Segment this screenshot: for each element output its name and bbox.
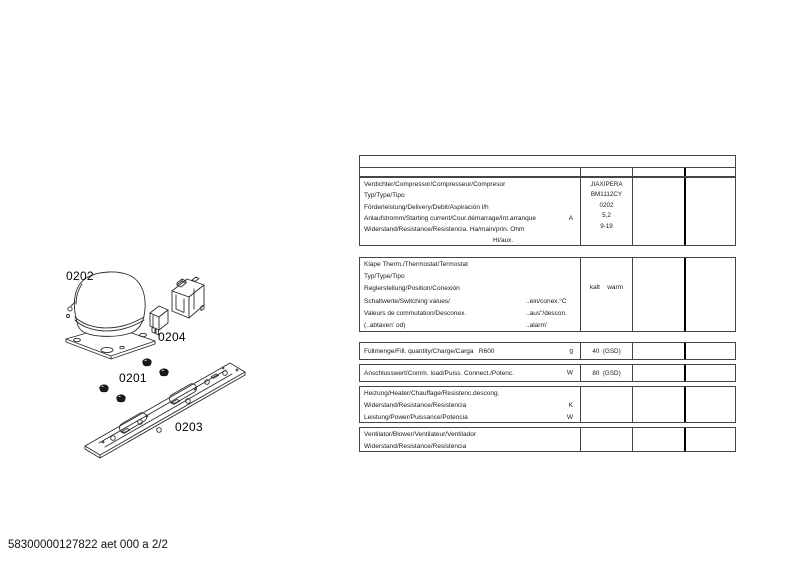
column-divider-bold: [684, 343, 686, 359]
value-cell: 9-19: [600, 222, 613, 230]
column-divider-bold: [684, 168, 686, 176]
table-header-spacer-row: [359, 167, 736, 177]
unit-label: A: [568, 214, 573, 222]
row-label: [360, 320, 580, 332]
column-divider-bold: [684, 387, 686, 422]
part-number-0203: 0203: [175, 420, 203, 434]
mounting-rail-illustration: [85, 363, 245, 458]
column-divider: [632, 365, 633, 381]
column-divider: [580, 258, 581, 331]
row-label: Widerstand/Resistance/Resistencia. Ha/main/prin. Ohm: [364, 226, 525, 234]
filling-quantity-block: [359, 342, 736, 360]
column-divider: [632, 178, 633, 245]
row-label: Heizung/Heater/Chauffage/Resistenc.descong.: [364, 390, 500, 397]
thermostat-value: kalt warm: [589, 284, 624, 291]
row-label: [360, 213, 580, 224]
row-label: Förderleistung/Delivery/Debit/Aspiración l/h: [364, 203, 489, 211]
row-label: [360, 412, 580, 424]
row-label: [360, 365, 580, 381]
row-label: [360, 343, 580, 359]
part-number-0202: 0202: [66, 269, 94, 283]
value-cell: 80 (GSD): [592, 369, 621, 377]
row-label-text: Widerstand/Resistance/Resistencia: [364, 402, 467, 409]
value-cell: JIAXIPERA: [590, 181, 623, 188]
row-label-text: Anschlusswert/Comm. load/Puiss. Connect./Potenc.: [364, 369, 514, 377]
value-cell: 40 (GSD): [592, 347, 621, 355]
unit-label: g: [569, 347, 573, 355]
grommet-icon: [117, 395, 126, 402]
row-label-text: Schaltwerte/Switching values/: [364, 297, 450, 305]
column-divider: [580, 387, 581, 422]
column-divider-bold: [684, 428, 686, 451]
grommet-icon: [100, 385, 109, 392]
row-label: Ventilator/Blower/Ventilateur/Ventilador: [364, 431, 477, 438]
unit-label: K: [568, 402, 573, 409]
thermostat-data-block: [359, 257, 736, 332]
part-number-0201: 0201: [119, 371, 147, 385]
column-divider-bold: [684, 258, 686, 331]
grommet-icon: [143, 359, 152, 366]
value-cell: 5,2: [602, 212, 611, 220]
compressor-values: [581, 180, 632, 232]
compressor-description: [360, 178, 580, 247]
column-divider: [632, 387, 633, 422]
heater-description: [360, 387, 580, 424]
column-divider: [580, 428, 581, 451]
fan-description: [360, 428, 580, 452]
row-label: [360, 400, 580, 412]
grommet-icon: [160, 369, 169, 376]
row-label-text: Füllmenge/Fill. quantity/Charge/Carga R600: [364, 347, 495, 355]
row-label: Typ/Type/Tipo: [364, 192, 405, 200]
row-label: Hi/aux.: [493, 237, 514, 245]
row-label-text: Valeurs de commutation/Desconex.: [364, 309, 467, 317]
column-divider: [580, 168, 581, 176]
row-label-text: Anlaufstromm/Starting current/Cour.démarrage/Int.arranque: [364, 214, 536, 222]
value-cell: 0202: [599, 201, 614, 209]
part-number-0204: 0204: [158, 330, 186, 344]
row-label: Klape Therm./Thermostat/Termostat: [364, 261, 468, 268]
switching-sub-label: ..alarm': [526, 322, 548, 330]
switching-sub-label: ..aus"/descon.: [526, 309, 567, 317]
row-label-text: Leistung/Power/Puissance/Potencia: [364, 414, 468, 421]
column-divider-bold: [684, 178, 686, 245]
column-divider: [632, 168, 633, 176]
row-label: [360, 308, 580, 320]
column-divider: [632, 428, 633, 451]
row-label: [360, 296, 580, 308]
document-number: 58300000127822 aet 000 a 2/2: [8, 539, 168, 551]
unit-label: W: [566, 414, 573, 421]
row-label: Typ/Type/Tipo: [364, 273, 405, 281]
column-divider: [632, 258, 633, 331]
connected-load-block: [359, 364, 736, 382]
row-label: Verdichter/Compressor/Compresseur/Compresor: [364, 181, 506, 188]
relay-cover-illustration: [172, 277, 204, 318]
unit-label: W: [566, 369, 573, 377]
heater-data-block: [359, 386, 736, 423]
switching-sub-label: ..ein/conex.°C: [526, 297, 567, 305]
row-label: Widerstand/Resistance/Resistencia: [364, 442, 467, 450]
parts-diagram: [55, 262, 255, 462]
compressor-data-block: [359, 177, 736, 246]
value-cell: BM1112CY: [590, 191, 623, 199]
row-label: Reglerstellung/Position/Conexión: [364, 285, 460, 293]
column-divider: [632, 343, 633, 359]
fan-data-block: [359, 427, 736, 452]
row-label-text: (..abtaven' od): [364, 322, 406, 330]
column-divider-bold: [684, 365, 686, 381]
thermostat-description: [360, 258, 580, 332]
